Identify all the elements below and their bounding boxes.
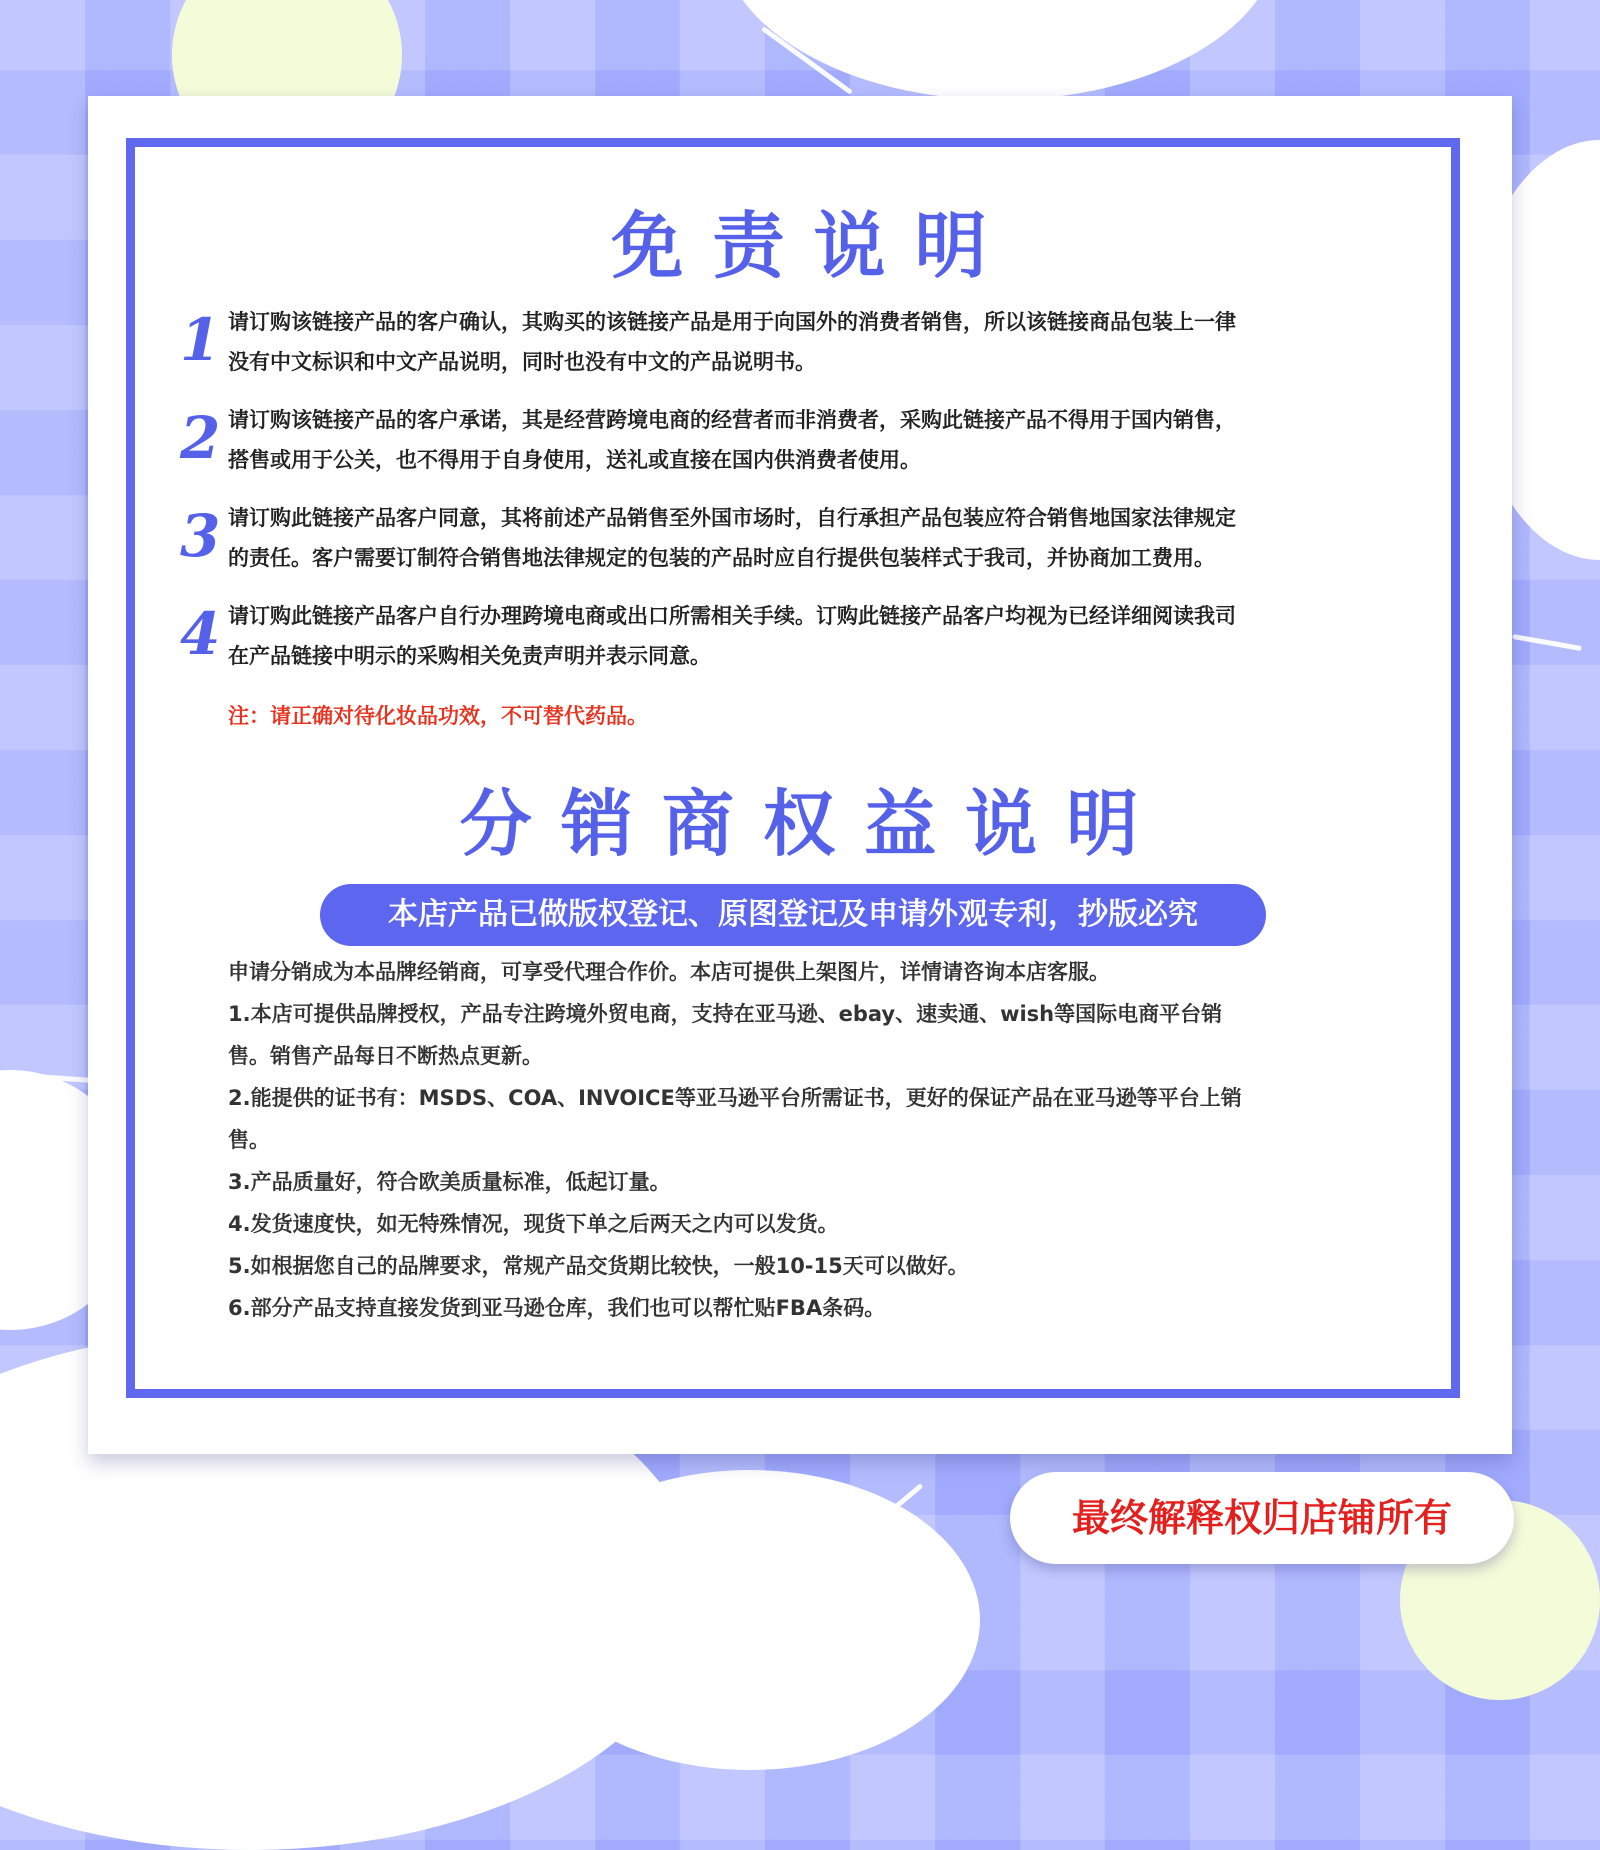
distributor-line: 5.如根据您自己的品牌要求，常规产品交货期比较快，一般10-15天可以做好。: [228, 1254, 969, 1278]
disclaimer-title: 免 责 说 明: [611, 204, 989, 288]
distributor-line: 4.发货速度快，如无特殊情况，现货下单之后两天之内可以发货。: [228, 1212, 839, 1236]
disclaimer-item-line: 请订购该链接产品的客户确认，其购买的该链接产品是用于向国外的消费者销售，所以该链接商品包装上一律: [228, 310, 1236, 334]
disclaimer-item-line: 请订购此链接产品客户同意，其将前述产品销售至外国市场时，自行承担产品包装应符合销售地国家法律规定: [228, 506, 1236, 530]
disclaimer-item-line: 没有中文标识和中文产品说明，同时也没有中文的产品说明书。: [228, 350, 816, 374]
disclaimer-item-line: 的责任。客户需要订制符合销售地法律规定的包装的产品时应自行提供包装样式于我司，并协商加工费用。: [228, 546, 1215, 570]
copyright-banner: 本店产品已做版权登记、原图登记及申请外观专利，抄版必究: [320, 884, 1266, 946]
disclaimer-item-line: 请订购该链接产品的客户承诺，其是经营跨境电商的经营者而非消费者，采购此链接产品不得用于国内销售，: [228, 408, 1236, 432]
disclaimer-item-line: 搭售或用于公关，也不得用于自身使用，送礼或直接在国内供消费者使用。: [228, 448, 921, 472]
distributor-benefits: [228, 951, 1358, 1329]
final-interpretation-label: 最终解释权归店铺所有: [1010, 1472, 1514, 1564]
disclaimer-item-number: 3: [180, 502, 221, 570]
disclaimer-item-number: 2: [180, 404, 221, 472]
distributor-line: 申请分销成为本品牌经销商，可享受代理合作价。本店可提供上架图片，详情请咨询本店客服。: [228, 960, 1110, 984]
distributor-line: 售。: [228, 1128, 270, 1152]
distributor-line: 6.部分产品支持直接发货到亚马逊仓库，我们也可以帮忙贴FBA条码。: [228, 1296, 886, 1320]
disclaimer-item: [228, 302, 1358, 382]
disclaimer-item: [228, 498, 1358, 578]
content-card: [88, 96, 1512, 1454]
disclaimer-item: [228, 400, 1358, 480]
distributor-line: 售。销售产品每日不断热点更新。: [228, 1044, 543, 1068]
decorative-stroke: [1520, 270, 1575, 275]
disclaimer-note: 注：请正确对待化妆品功效，不可替代药品。: [228, 704, 648, 728]
disclaimer-item-number: 1: [180, 306, 221, 374]
disclaimer-item-line: 在产品链接中明示的采购相关免责声明并表示同意。: [228, 644, 711, 668]
distributor-line: 2.能提供的证书有：MSDS、COA、INVOICE等亚马逊平台所需证书，更好的保证产品在亚马逊等平台上销: [228, 1086, 1242, 1110]
distributor-line: 1.本店可提供品牌授权，产品专注跨境外贸电商，支持在亚马逊、ebay、速卖通、wish等国际电商平台销: [228, 1002, 1223, 1026]
disclaimer-item: [228, 596, 1358, 676]
decorative-stroke: [1512, 634, 1582, 651]
decorative-white-blob: [520, 1470, 980, 1770]
decorative-white-blob: [720, 0, 1280, 100]
disclaimer-item-number: 4: [180, 600, 221, 668]
distributor-line: 3.产品质量好，符合欧美质量标准，低起订量。: [228, 1170, 671, 1194]
disclaimer-item-line: 请订购此链接产品客户自行办理跨境电商或出口所需相关手续。订购此链接产品客户均视为已经详细阅读我司: [228, 604, 1236, 628]
distributor-title: 分 销 商 权 益 说 明: [459, 782, 1141, 866]
